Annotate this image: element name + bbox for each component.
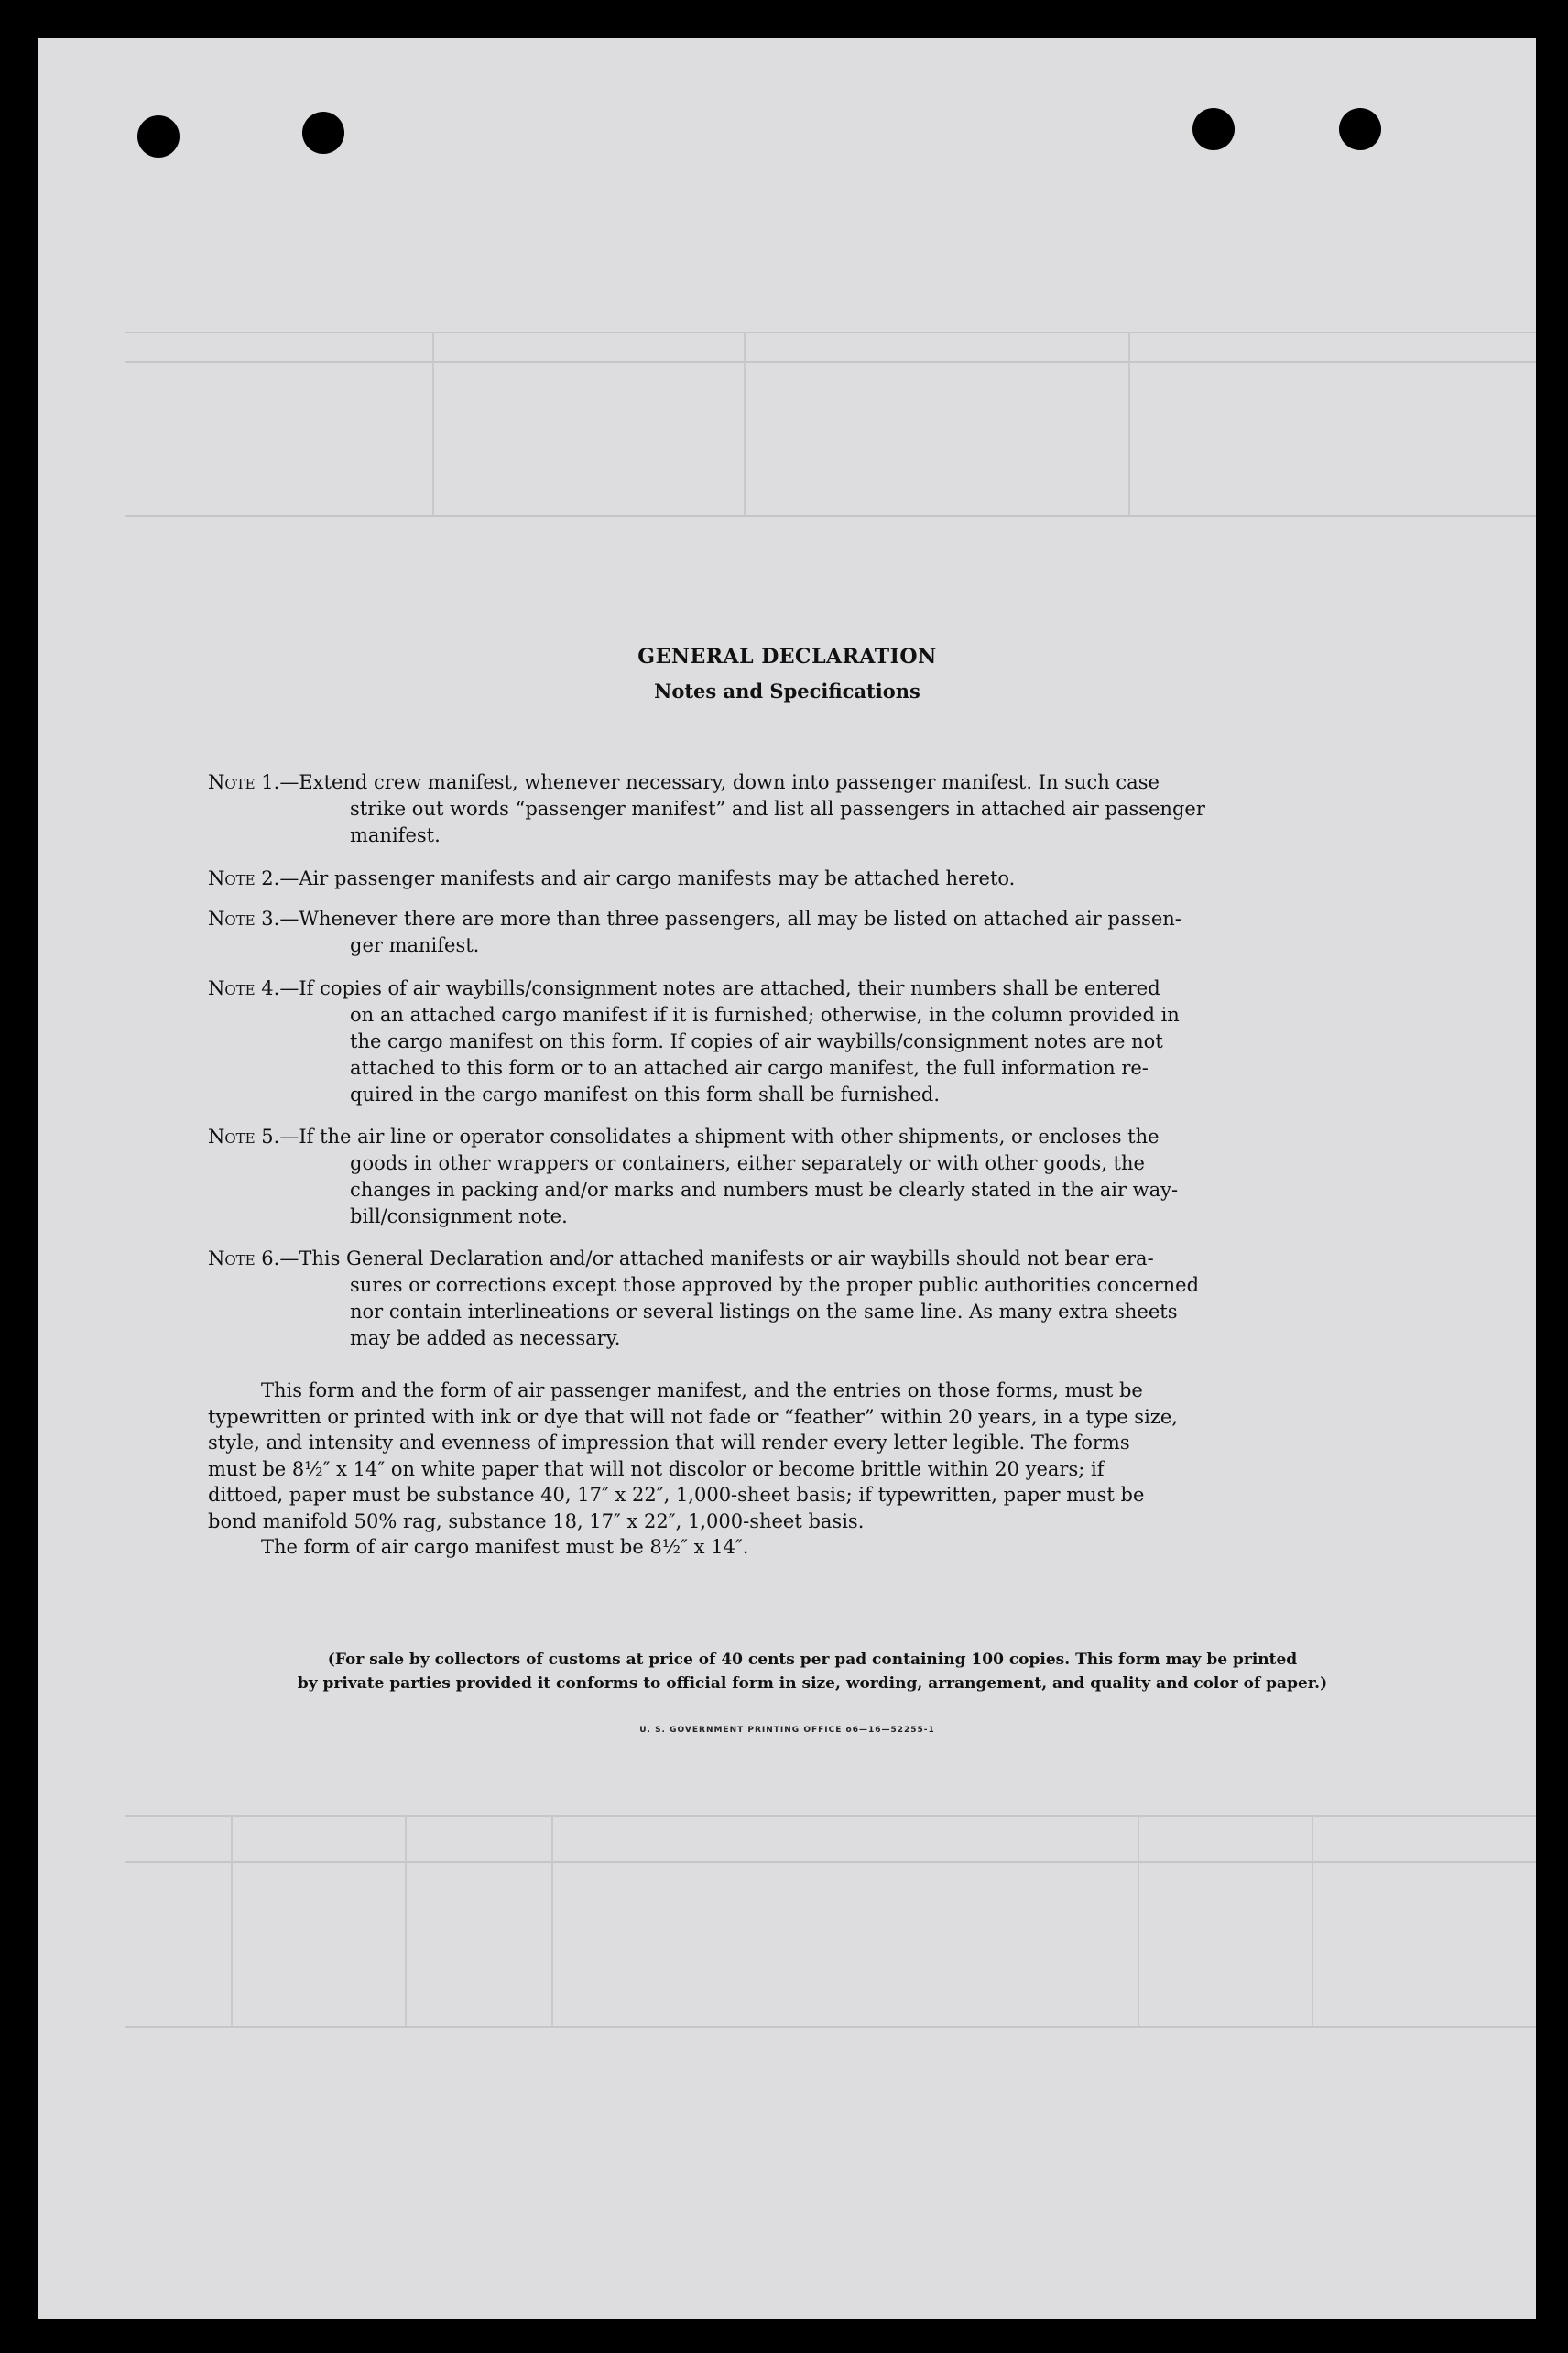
note-4 bbox=[208, 975, 1417, 1108]
note-text-line: —Air passenger manifests and air cargo manifests may be attached hereto. bbox=[279, 867, 1016, 889]
sale-note bbox=[208, 1648, 1417, 1695]
show-through-rule bbox=[744, 332, 746, 515]
show-through-rule bbox=[125, 515, 1536, 517]
note-2 bbox=[208, 866, 1417, 892]
note-5 bbox=[208, 1124, 1417, 1230]
sale-note-line: (For sale by collectors of customs at price of 40 cents per pad containing 100 copies. This form may be printed bbox=[327, 1650, 1298, 1669]
punch-hole bbox=[302, 112, 344, 154]
note-text-line: —This General Declaration and/or attached manifests or air waybills should not bear era- bbox=[279, 1247, 1154, 1269]
note-label: Note 5. bbox=[208, 1126, 280, 1148]
note-label: Note 3. bbox=[208, 908, 280, 930]
paragraph-line: dittoed, paper must be substance 40, 17″ x 22″, 1,000-sheet basis; if typewritten, paper must be bbox=[208, 1484, 1145, 1506]
note-text-line: manifest. bbox=[350, 824, 441, 846]
note-3 bbox=[208, 906, 1417, 959]
show-through-rule bbox=[125, 332, 1536, 333]
printer-imprint: U. S. GOVERNMENT PRINTING OFFICE o6—16—52255-1 bbox=[639, 1726, 935, 1735]
show-through-rule bbox=[405, 1815, 407, 2026]
note-1 bbox=[208, 769, 1417, 849]
note-text-line: the cargo manifest on this form. If copies of air waybills/consignment notes are not bbox=[350, 1030, 1163, 1052]
show-through-rule bbox=[1312, 1815, 1313, 2026]
paragraph-line: bond manifold 50% rag, substance 18, 17″ x 22″, 1,000-sheet basis. bbox=[208, 1509, 865, 1532]
note-text-line: attached to this form or to an attached air cargo manifest, the full information re- bbox=[350, 1057, 1149, 1079]
note-text-line: quired in the cargo manifest on this form shall be furnished. bbox=[350, 1084, 941, 1106]
show-through-rule bbox=[432, 332, 434, 515]
note-text-line: may be added as necessary. bbox=[350, 1327, 621, 1349]
show-through-rule bbox=[125, 1861, 1536, 1863]
document-page bbox=[38, 38, 1536, 2319]
note-text-line: changes in packing and/or marks and numbers must be clearly stated in the air way- bbox=[350, 1179, 1179, 1201]
punch-hole bbox=[1339, 108, 1381, 150]
show-through-rule bbox=[231, 1815, 233, 2026]
punch-hole bbox=[1192, 108, 1235, 150]
paragraph-line: typewritten or printed with ink or dye that will not fade or “feather” within 20 years, in a type size, bbox=[208, 1405, 1178, 1428]
sale-note-line: by private parties provided it conforms to official form in size, wording, arrangement, and quality and color of paper.) bbox=[297, 1674, 1328, 1693]
note-6 bbox=[208, 1246, 1417, 1352]
note-text-line: —Extend crew manifest, whenever necessary, down into passenger manifest. In such case bbox=[279, 771, 1160, 793]
show-through-rule bbox=[1138, 1815, 1139, 2026]
document-subtitle: Notes and Specifications bbox=[654, 680, 920, 703]
note-label: Note 4. bbox=[208, 977, 280, 999]
note-text-line: ger manifest. bbox=[350, 934, 480, 956]
note-text-line: nor contain interlineations or several listings on the same line. As many extra sheets bbox=[350, 1301, 1178, 1323]
paragraph-line: The form of air cargo manifest must be 8½″ x 14″. bbox=[261, 1536, 749, 1558]
show-through-rule bbox=[125, 2026, 1536, 2028]
note-text-line: —If copies of air waybills/consignment notes are attached, their numbers shall be entered bbox=[279, 977, 1160, 999]
note-text-line: —Whenever there are more than three passengers, all may be listed on attached air passen- bbox=[279, 908, 1181, 930]
specification-paragraph bbox=[208, 1378, 1417, 1561]
paragraph-line: must be 8½″ x 14″ on white paper that will not discolor or become brittle within 20 years; if bbox=[208, 1457, 1105, 1480]
note-text-line: strike out words “passenger manifest” and list all passengers in attached air passenger bbox=[350, 798, 1205, 820]
note-text-line: —If the air line or operator consolidates a shipment with other shipments, or encloses the bbox=[279, 1126, 1160, 1148]
show-through-rule bbox=[1128, 332, 1130, 515]
show-through-rule bbox=[551, 1815, 553, 2026]
note-text-line: sures or corrections except those approved by the proper public authorities concerned bbox=[350, 1274, 1200, 1296]
show-through-rule bbox=[125, 361, 1536, 363]
document-title: GENERAL DECLARATION bbox=[637, 645, 937, 669]
note-text-line: bill/consignment note. bbox=[350, 1205, 568, 1227]
punch-hole bbox=[137, 115, 180, 158]
note-label: Note 2. bbox=[208, 867, 280, 889]
note-text-line: goods in other wrappers or containers, either separately or with other goods, the bbox=[350, 1152, 1145, 1174]
paragraph-line: style, and intensity and evenness of impression that will render every letter legible. The forms bbox=[208, 1432, 1130, 1454]
note-text-line: on an attached cargo manifest if it is furnished; otherwise, in the column provided in bbox=[350, 1004, 1180, 1026]
paragraph-line: This form and the form of air passenger manifest, and the entries on those forms, must be bbox=[261, 1379, 1143, 1401]
show-through-rule bbox=[125, 1815, 1536, 1817]
note-label: Note 1. bbox=[208, 771, 280, 793]
note-label: Note 6. bbox=[208, 1247, 280, 1269]
